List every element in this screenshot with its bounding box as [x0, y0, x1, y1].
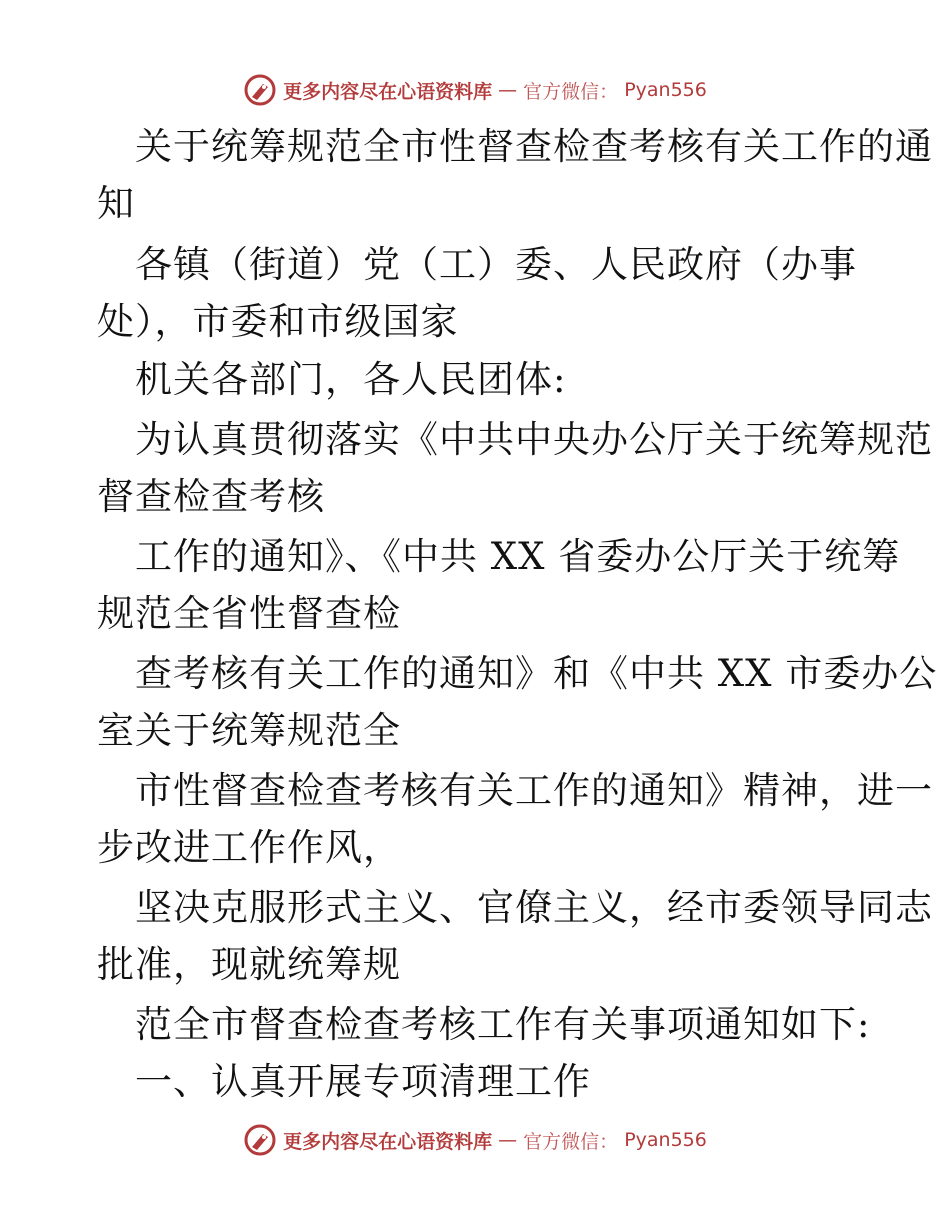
watermark-main-text: 更多内容尽在心语资料库 — [283, 80, 493, 103]
doc-line: 各镇（街道）党（工）委、人民政府（办事 — [135, 243, 857, 286]
watermark-sub-text: 官方微信： — [523, 80, 619, 103]
pen-nib-circle-icon — [243, 1123, 277, 1157]
watermark-wechat-id: Pyan556 — [624, 79, 707, 101]
doc-line: 机关各部门，各人民团体: — [135, 358, 567, 401]
watermark-sub-text: 官方微信： — [523, 1130, 619, 1153]
doc-line: 市性督查检查考核有关工作的通知》精神，进一 — [135, 769, 933, 812]
doc-line: 坚决克服形式主义、官僚主义，经市委领导同志 — [135, 886, 933, 929]
doc-section-heading: 一、认真开展专项清理工作 — [135, 1060, 591, 1103]
doc-line: 处），市委和市级国家 — [97, 300, 459, 343]
doc-line: 批准，现就统筹规 — [97, 943, 401, 986]
doc-line: 步改进工作作风， — [97, 826, 401, 869]
doc-line: 室关于统筹规范全 — [97, 709, 401, 752]
doc-line: 为认真贯彻落实《中共中央办公厅关于统筹规范 — [135, 418, 933, 461]
doc-line: 规范全省性督查检 — [97, 592, 401, 635]
doc-line: 工作的通知》、《中共 XX 省委办公厅关于统筹 — [135, 535, 901, 578]
doc-title-line-1: 关于统筹规范全市性督查检查考核有关工作的通 — [135, 125, 933, 168]
doc-line: 督查检查考核 — [97, 475, 325, 518]
watermark-dash: — — [498, 1129, 518, 1151]
watermark-main-text: 更多内容尽在心语资料库 — [283, 1130, 493, 1153]
doc-line: 查考核有关工作的通知》和《中共 XX 市委办公 — [135, 652, 938, 695]
footer-watermark — [0, 1120, 950, 1160]
doc-line: 范全市督查检查考核工作有关事项通知如下: — [135, 1003, 871, 1046]
watermark-dash: — — [498, 79, 518, 101]
doc-title-line-2: 知 — [97, 182, 135, 225]
watermark-wechat-id: Pyan556 — [624, 1129, 707, 1151]
